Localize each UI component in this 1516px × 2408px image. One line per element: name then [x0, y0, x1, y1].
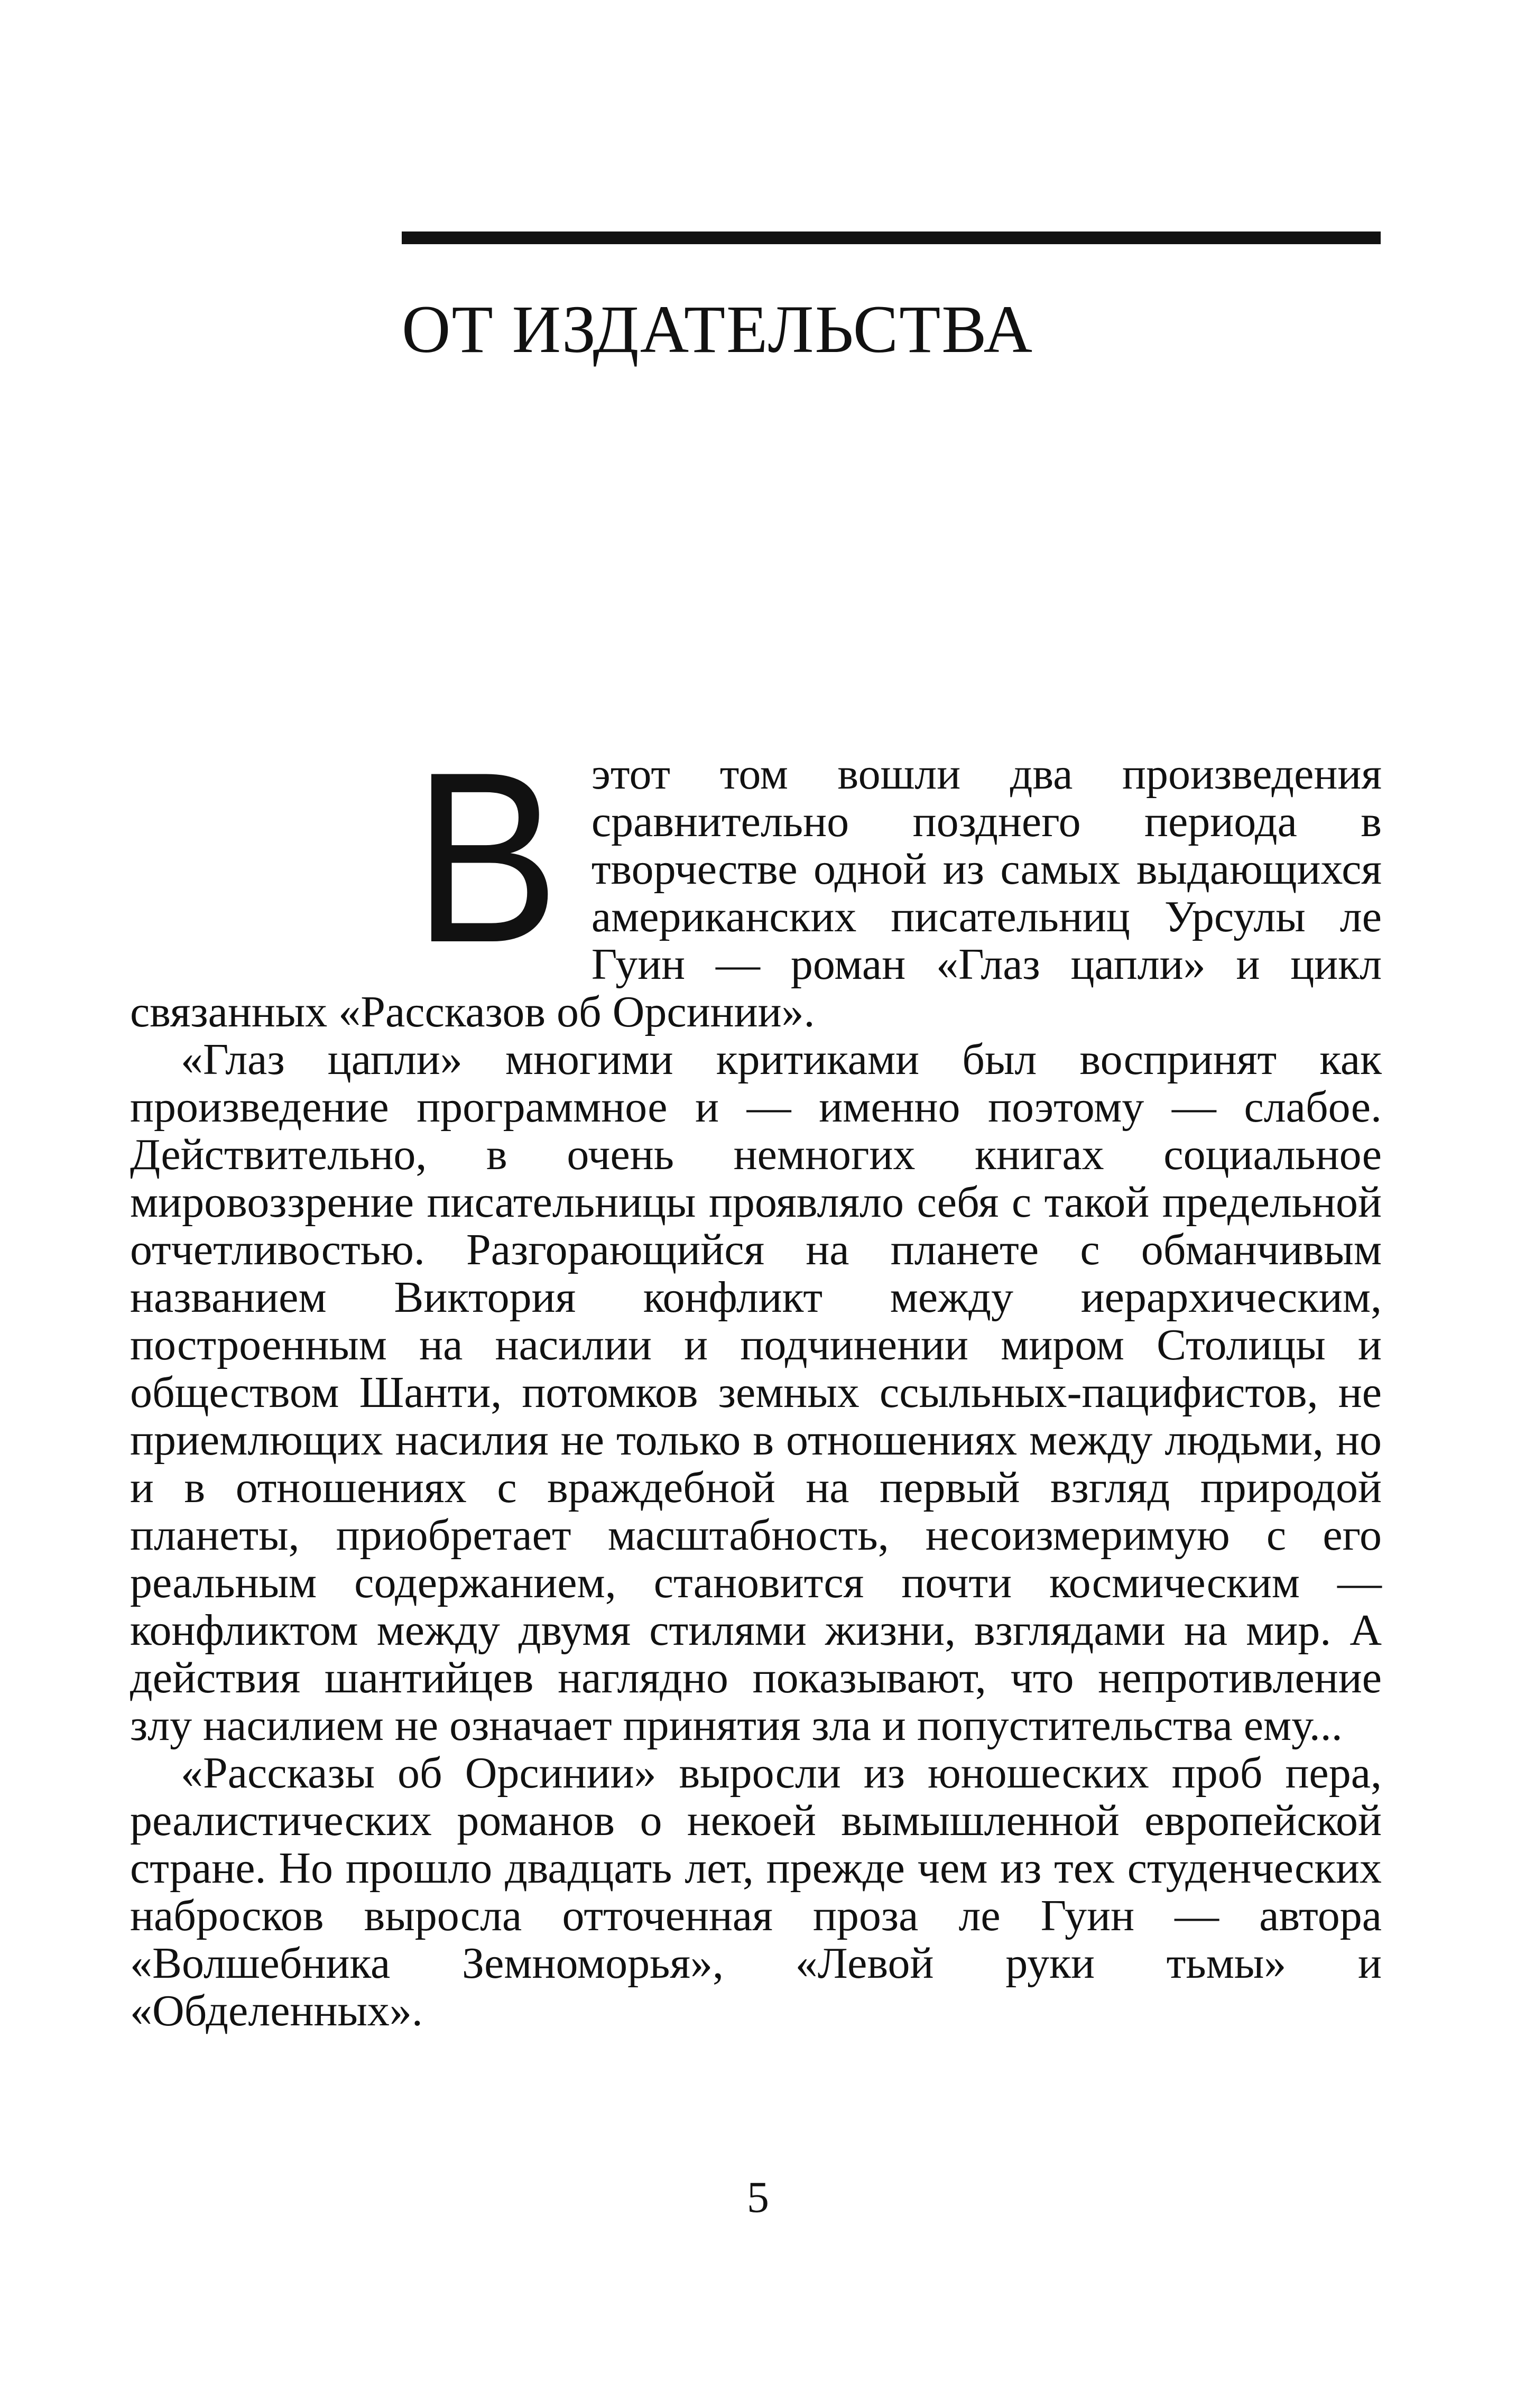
body-text — [130, 722, 1382, 2035]
drop-cap-letter: В — [413, 722, 560, 993]
header-rule — [402, 231, 1381, 244]
chapter-heading: ОТ ИЗДАТЕЛЬСТВА — [402, 292, 1033, 367]
page-number: 5 — [747, 2173, 769, 2222]
paragraph-2: «Глаз цапли» многими критиками был воспринят как произведение программное и — именно поэтому — слабое. Действительно, в очень немногих книгах социальное мировоззрение писательницы проявляло себя с такой предельной отчетливостью. Разгорающийся на планете с обманчивым названием Виктория конфликт между иерархическим, построенным на насилии и подчинении миром Столицы и обществом Шанти, потомков земных ссыльных-пацифистов, не приемлющих насилия не только в отношениях между людьми, но и в отношениях с враждебной на первый взгляд природой планеты, приобретает масштабность, несоизмеримую с его реальным содержанием, становится почти космическим — конфликтом между двумя стилями жизни, взглядами на мир. А действия шантийцев наглядно показывают, что непротивление злу насилием не означает принятия зла и попустительства ему... — [130, 1035, 1382, 1750]
paragraph-1 — [130, 722, 1382, 1036]
paragraph-3: «Рассказы об Орсинии» выросли из юношеских проб пера, реалистических романов о некоей вымышленной европейской стране. Но прошло двадцать лет, прежде чем из тех студенческих набросков выросла отточенная проза ле Гуин — автора «Волшебника Земноморья», «Левой руки тьмы» и «Обделенных». — [130, 1748, 1382, 2035]
paragraph-1-text: этот том вошли два произведения сравнительно позднего периода в творчестве одной из самых выдающихся американских писательниц Урсулы ле Гуин — роман «Глаз цапли» и цикл связанных «Рассказов об Орсинии». — [130, 749, 1382, 1036]
